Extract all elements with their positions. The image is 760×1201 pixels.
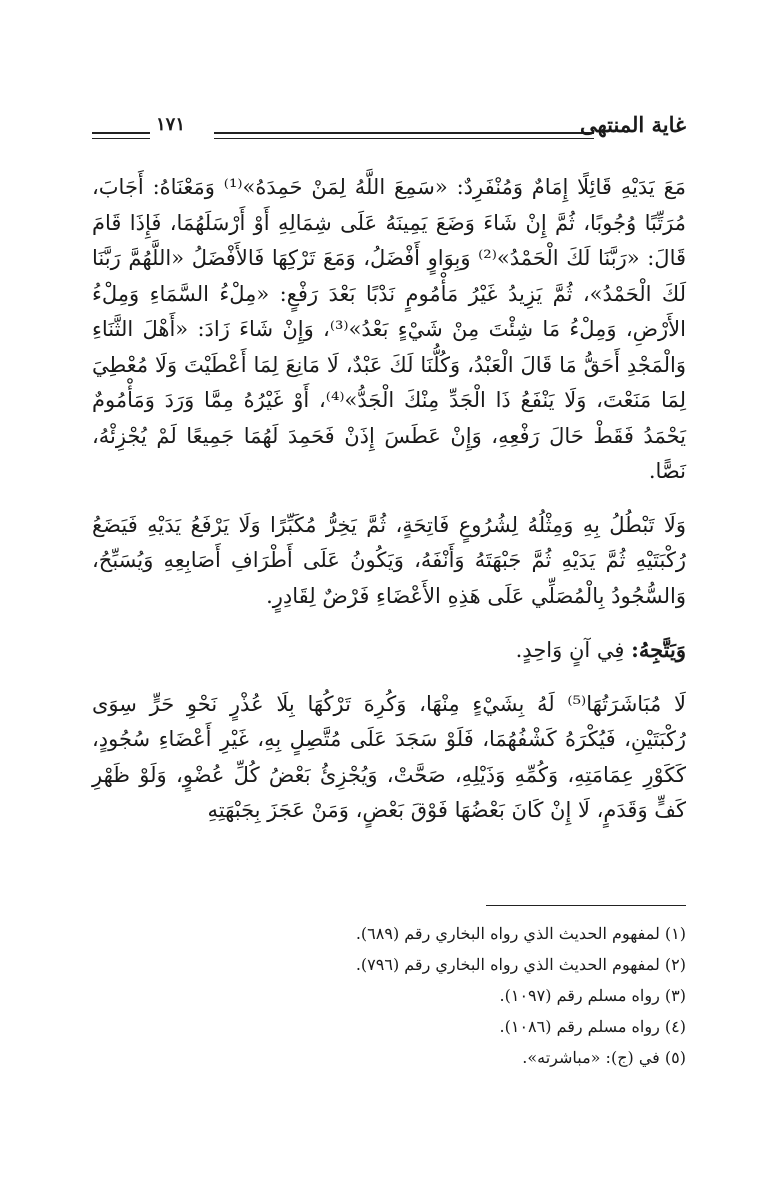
paragraph-text: فِي آنٍ وَاحِدٍ.	[515, 638, 632, 662]
footnote: (٢) لمفهوم الحديث الذي رواه البخاري رقم (٧٩٦).	[355, 955, 686, 974]
running-title: غاية المنتهى	[579, 112, 686, 137]
paragraph	[92, 632, 686, 669]
footnote-divider	[486, 905, 686, 906]
header-rule	[214, 138, 594, 139]
page-number: ١٧١	[156, 114, 186, 135]
main-text	[92, 170, 686, 829]
footnote: (٤) رواه مسلم رقم (١٠٨٦).	[499, 1017, 686, 1036]
header-rule	[92, 132, 150, 134]
footnotes	[92, 918, 686, 1073]
header-rule	[214, 132, 594, 134]
paragraph-lead: وَيَتَّجِهُ:	[631, 637, 686, 662]
paragraph: لَا مُبَاشَرَتُهَا⁽⁵⁾ لَهُ بِشَيْءٍ مِنْهَا، وَكُرِهَ تَرْكُهَا بِلَا عُذْرٍ نَحْوِ حَرٍّ سِوَى رُكْبَتَيْنِ، فَيُكْرَهُ كَشْفُهُمَا، فَلَوْ سَجَدَ عَلَى مُتَّصِلٍ بِهِ، غَيْرِ أَعْضَاءِ سُجُودٍ، كَكَوْرِ عِمَامَتِهِ، وَكُمِّهِ وَذَيْلِهِ، صَحَّتْ، وَيُجْزِئُ بَعْضُ كُلِّ عُضْوٍ، وَلَوْ ظَهْرِ كَفٍّ وَقَدَمٍ، لَا إِنْ كَانَ بَعْضُهَا فَوْقَ بَعْضٍ، وَمَنْ عَجَزَ بِجَبْهَتِهِ	[92, 691, 686, 822]
paragraph: مَعَ يَدَيْهِ قَائِلًا إِمَامٌ وَمُنْفَرِدٌ: «سَمِعَ اللَّهُ لِمَنْ حَمِدَهُ»⁽¹⁾ وَمَعْنَاهُ: أَجَابَ، مُرَتِّبًا وُجُوبًا، ثُمَّ إِنْ شَاءَ وَضَعَ يَمِينَهُ عَلَى شِمَالِهِ أَوْ أَرْسَلَهُمَا، فَإِذَا قَامَ قَالَ: «رَبَّنَا لَكَ الْحَمْدُ»⁽²⁾ وَبِوَاوٍ أَفْضَلُ، وَمَعَ تَرْكِهَا فَالأَفْضَلُ «اللَّهُمَّ رَبَّنَا لَكَ الْحَمْدُ»، ثُمَّ يَزِيدُ غَيْرُ مَأْمُومٍ نَدْبًا بَعْدَ رَفْعٍ: «مِلْءُ السَّمَاءِ وَمِلْءُ الأَرْضِ، وَمِلْءُ مَا شِئْتَ مِنْ شَيْءٍ بَعْدُ»⁽³⁾، وَإِنْ شَاءَ زَادَ: «أَهْلَ الثَّنَاءِ وَالْمَجْدِ أَحَقُّ مَا قَالَ الْعَبْدُ، وَكُلُّنَا لَكَ عَبْدٌ، لَا مَانِعَ لِمَا أَعْطَيْتَ وَلَا مُعْطِيَ لِمَا مَنَعْتَ، وَلَا يَنْفَعُ ذَا الْجَدِّ مِنْكَ الْجَدُّ»⁽⁴⁾، أَوْ غَيْرُهُ مِمَّا وَرَدَ وَمَأْمُومٌ يَحْمَدُ فَقَطْ حَالَ رَفْعِهِ، وَإِنْ عَطَسَ إِذَنْ فَحَمِدَ لَهُمَا جَمِيعًا لَمْ يُجْزِئْهُ، نَصًّا.	[92, 175, 687, 483]
paragraph: وَلَا تَبْطُلُ بِهِ وَمِثْلُهُ لِشُرُوعٍ فَاتِحَةٍ، ثُمَّ يَخِرُّ مُكَبِّرًا وَلَا يَرْفَعُ يَدَيْهِ فَيَضَعُ رُكْبَتَيْهِ ثُمَّ يَدَيْهِ ثُمَّ جَبْهَتَهُ وَأَنْفَهُ، وَيَكُونُ عَلَى أَطْرَافِ أَصَابِعِهِ وَيُسَبِّحُ، وَالسُّجُودُ بِالْمُصَلِّي عَلَى هَذِهِ الأَعْضَاءِ فَرْضٌ لِقَادِرٍ.	[92, 512, 686, 608]
page-header	[92, 112, 686, 152]
footnote: (١) لمفهوم الحديث الذي رواه البخاري رقم (٦٨٩).	[355, 924, 686, 943]
header-rule	[92, 138, 150, 139]
footnote: (٥) في (ج): «مباشرته».	[522, 1048, 686, 1067]
footnote: (٣) رواه مسلم رقم (١٠٩٧).	[499, 986, 686, 1005]
